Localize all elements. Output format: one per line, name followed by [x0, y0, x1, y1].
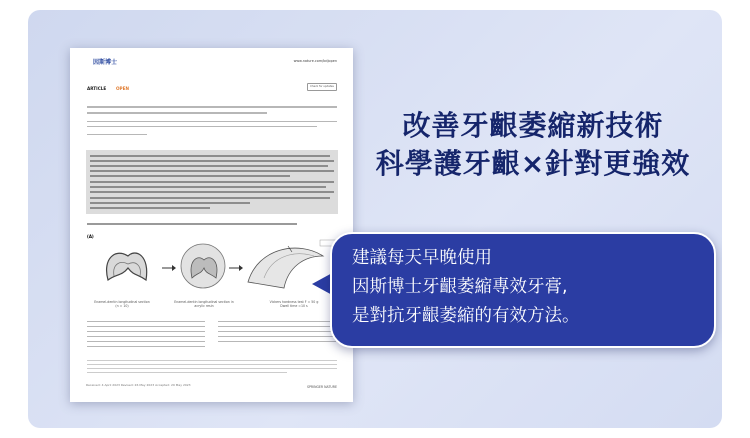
- headline: [353, 107, 713, 183]
- journal-article-image: [70, 48, 353, 402]
- figure-caption-3: Vickers hardness test F = 50 g Dwell time =10 s: [269, 300, 319, 308]
- received-dates: Received: 4 April 2023 Revised: 26 May 2023 Accepted: 29 May 2023: [86, 383, 191, 387]
- article-label: ARTICLE: [87, 86, 107, 91]
- figure-caption-2: Enamel-dentin longitudinal section in acrylic resin: [174, 300, 234, 308]
- body-text-line: [87, 321, 205, 322]
- figure-caption-1: Enamel-dentin longitudinal section (n = 10): [94, 300, 150, 308]
- figure-caption-line: [87, 223, 297, 225]
- tooth-figure: [88, 238, 338, 300]
- headline-line-1: 改善牙齦萎縮新技術: [402, 109, 664, 142]
- open-label: OPEN: [116, 86, 129, 91]
- paper-copyright-line: [87, 134, 147, 135]
- paper-title-line: [87, 112, 267, 114]
- headline-line-2: 科學護牙齦×針對更強效: [375, 147, 691, 180]
- publisher-mark: SPRINGER NATURE: [306, 385, 337, 389]
- tooth-section-icon: [107, 253, 147, 280]
- affiliation-line: [87, 360, 337, 361]
- paper-author-line: [87, 126, 317, 127]
- callout-line-3: 是對抗牙齦萎縮的有效方法。: [352, 306, 580, 326]
- paper-author-line: [87, 121, 337, 122]
- check-updates-badge: Check for updates: [307, 83, 337, 91]
- paper-logo: 因斯博士: [93, 59, 118, 66]
- callout-line-1: 建議每天早晚使用: [352, 248, 492, 268]
- callout-text: [352, 244, 702, 331]
- figure-label: (A): [87, 234, 94, 239]
- speech-bubble: [330, 232, 716, 348]
- banner-frame: [28, 10, 722, 428]
- callout-line-2: 因斯博士牙齦萎縮專效牙膏,: [352, 277, 568, 297]
- paper-url: www.nature.com/bdjopen: [293, 59, 337, 63]
- abstract-block: [86, 150, 338, 214]
- paper-title-line: [87, 106, 337, 108]
